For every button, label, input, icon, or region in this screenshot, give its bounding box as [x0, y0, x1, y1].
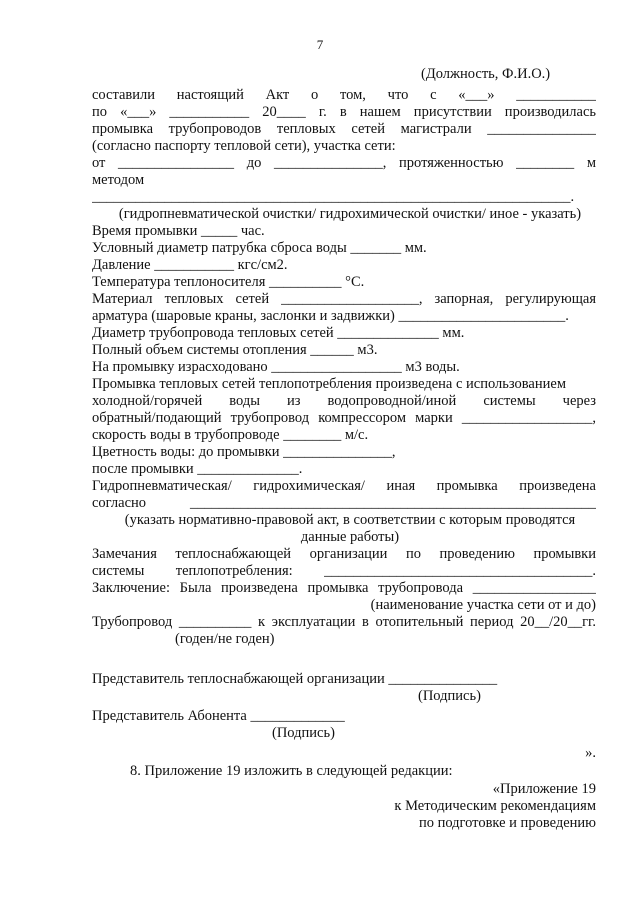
section-caption: (наименование участка сети от и до): [370, 597, 596, 613]
legal-act-caption: (указать нормативно-правовой акт, в соответствии с которым проводятся: [124, 512, 576, 528]
text-line: Условный диаметр патрубка сброса воды _______ мм.: [92, 240, 427, 256]
text-line: составили настоящий Акт о том, что с «___» ___________: [92, 87, 596, 103]
text-line: Полный объем системы отопления ______ м3.: [92, 342, 378, 358]
text-line: Промывка тепловых сетей теплопотребления произведена с использованием: [92, 376, 566, 392]
text-line: Замечания теплоснабжающей организации по проведению промывки: [92, 546, 596, 562]
text-line: На промывку израсходовано __________________ м3 воды.: [92, 359, 460, 375]
text-line: обратный/подающий трубопровод компрессором марки __________________,: [92, 410, 596, 426]
text-line: Цветность воды: до промывки _______________,: [92, 444, 396, 460]
text-line: Давление ___________ кгс/см2.: [92, 257, 288, 273]
appendix-header: по подготовке и проведению: [418, 815, 596, 831]
blank-line: __________________________________________________________________.: [92, 189, 575, 205]
page-number: 7: [316, 37, 324, 52]
text-line: системы теплопотребления: _____________________________________.: [92, 563, 596, 579]
position-name-caption: (Должность, Ф.И.О.): [421, 66, 551, 82]
text-line: холодной/горячей воды из водопроводной/иной системы через: [92, 393, 596, 409]
signature-caption: (Подпись): [418, 688, 481, 704]
method-caption: (гидропневматической очистки/ гидрохимической очистки/ иное - указать): [118, 206, 582, 222]
text-line: Заключение: Была произведена промывка трубопровода _________________: [92, 580, 596, 596]
text-line: скорость воды в трубопроводе ________ м/с.: [92, 427, 369, 443]
appendix-header: к Методическим рекомендациям: [394, 798, 596, 814]
text-line: Время промывки _____ час.: [92, 223, 265, 239]
text-line: после промывки ______________.: [92, 461, 303, 477]
text-line: согласно ________________________________________________________: [92, 495, 596, 511]
subscriber-representative-line: Представитель Абонента _____________: [92, 708, 345, 724]
suitability-caption: (годен/не годен): [175, 631, 275, 647]
text-line: Температура теплоносителя __________ °С.: [92, 274, 365, 290]
text-line: Диаметр трубопровода тепловых сетей ______________ мм.: [92, 325, 465, 341]
text-line: методом: [92, 172, 145, 188]
appendix-header: «Приложение 19: [492, 781, 596, 797]
text-line: Трубопровод __________ к эксплуатации в отопительный период 20__/20__гг.: [92, 614, 596, 630]
signature-caption: (Подпись): [272, 725, 335, 741]
text-line: промывка трубопроводов тепловых сетей магистрали _______________: [92, 121, 596, 137]
supplier-representative-line: Представитель теплоснабжающей организации _______________: [92, 671, 498, 687]
closing-quote: ».: [585, 745, 596, 761]
amendment-item: 8. Приложение 19 изложить в следующей редакции:: [130, 763, 453, 779]
text-line: Материал тепловых сетей ___________________, запорная, регулирующая: [92, 291, 596, 307]
legal-act-caption: данные работы): [300, 529, 400, 545]
text-line: от ________________ до _______________, протяженностью ________ м: [92, 155, 596, 171]
text-line: (согласно паспорту тепловой сети), участка сети:: [92, 138, 396, 154]
text-line: по «___» ___________ 20____ г. в нашем присутствии производилась: [92, 104, 596, 120]
text-line: Гидропневматическая/ гидрохимическая/ иная промывка произведена: [92, 478, 596, 494]
text-line: арматура (шаровые краны, заслонки и задвижки) _______________________.: [92, 308, 569, 324]
